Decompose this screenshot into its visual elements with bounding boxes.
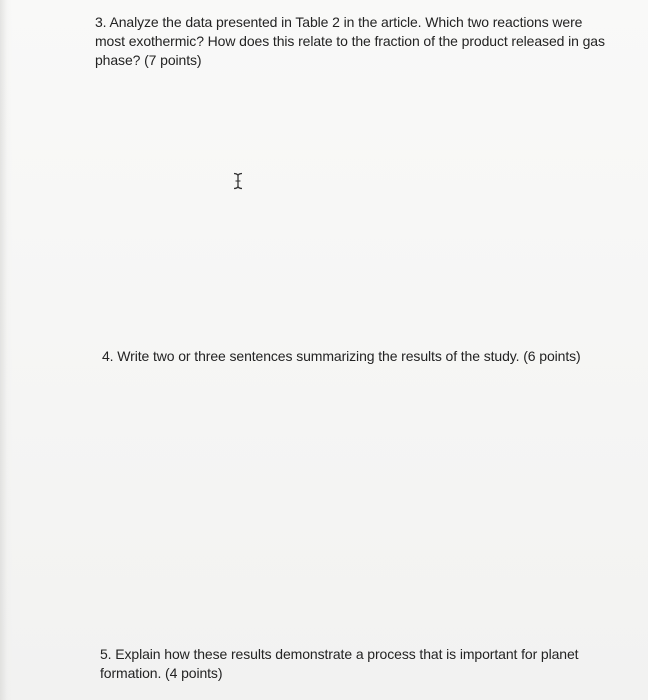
paper-edge-shadow	[0, 0, 12, 700]
question-4-text: 4. Write two or three sentences summarizing the results of the study. (6 points)	[102, 348, 581, 364]
question-3-text: 3. Analyze the data presented in Table 2 in the article. Which two reactions were most exothermic? How does this relate to the fraction of the product released in gas phase? (7 points)	[95, 14, 605, 68]
text-cursor-icon	[232, 172, 244, 190]
question-5-text: 5. Explain how these results demonstrate a process that is important for planet formation. (4 points)	[100, 646, 579, 681]
